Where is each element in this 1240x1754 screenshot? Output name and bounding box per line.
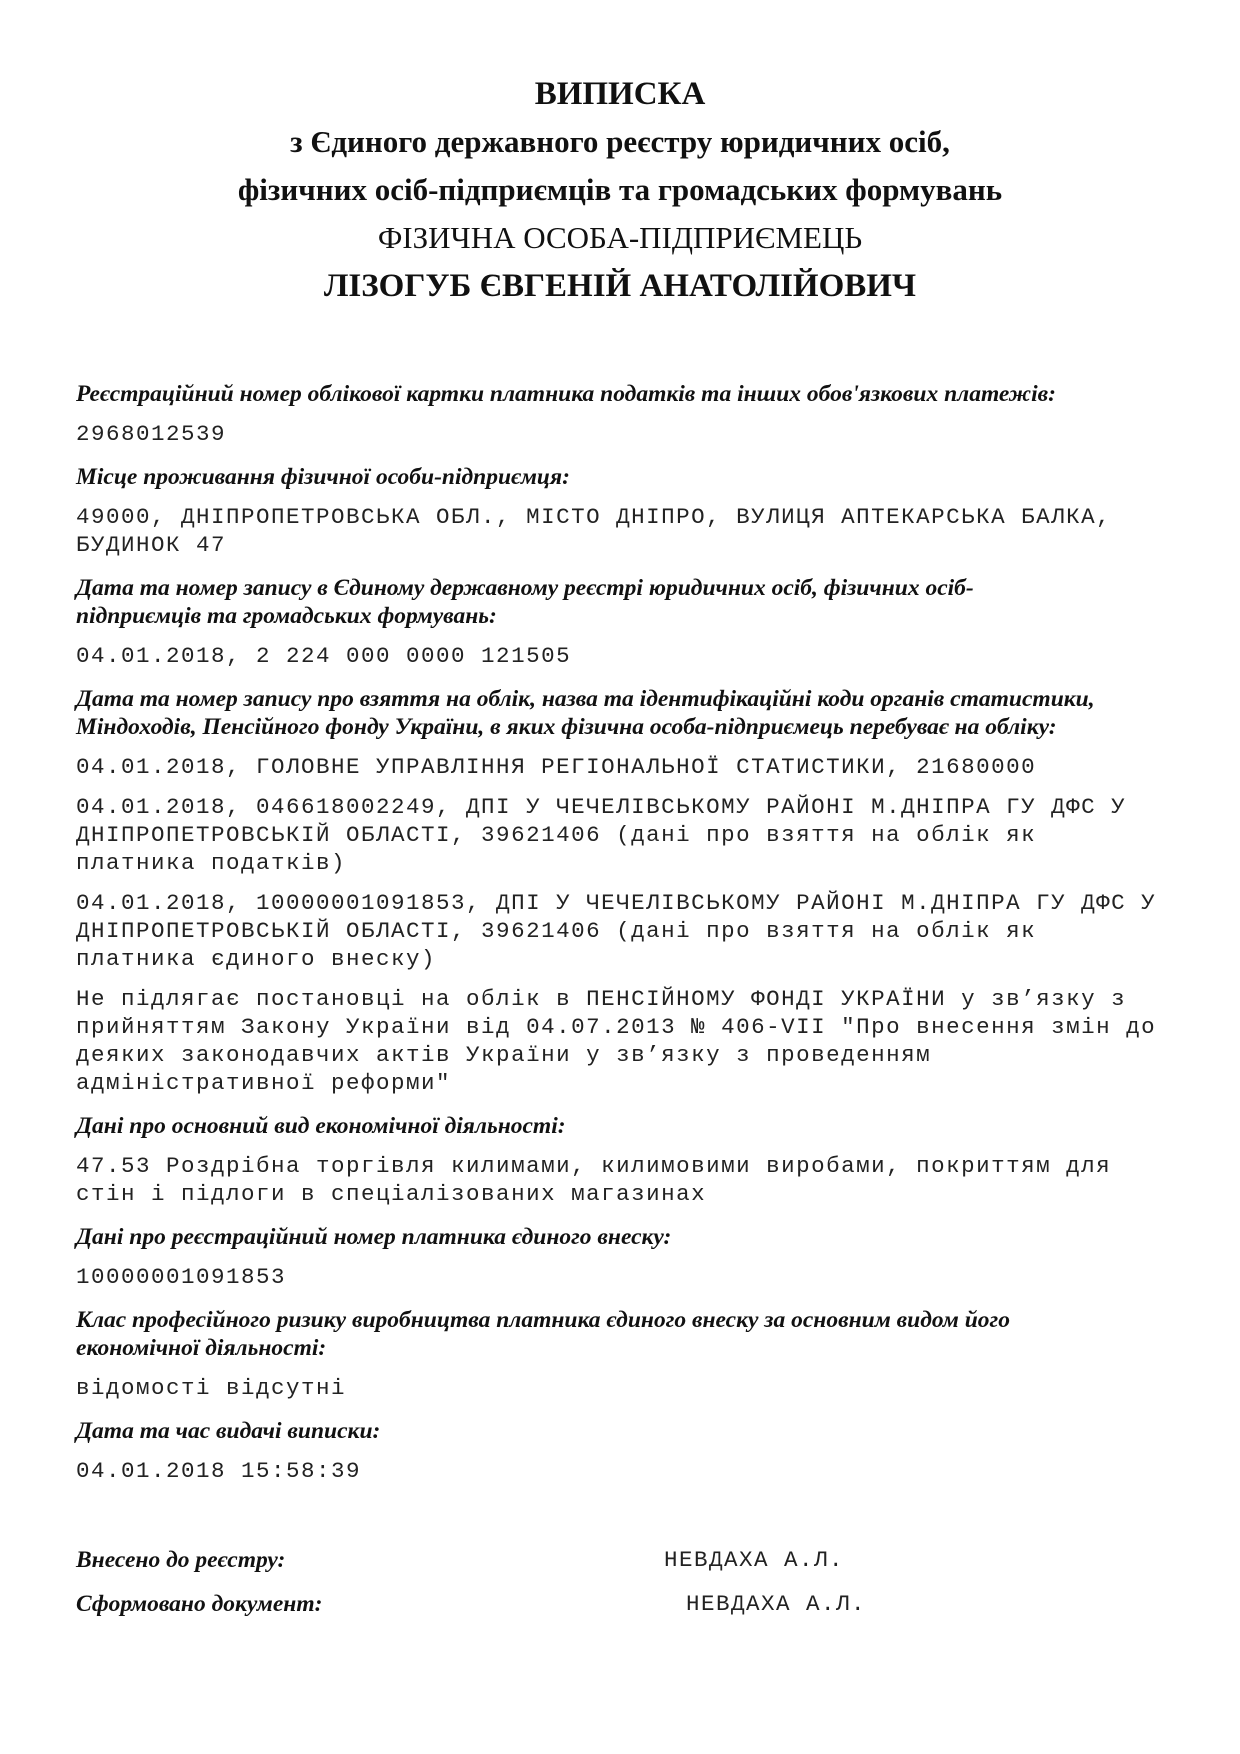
registry-record-value: 04.01.2018, 2 224 000 0000 121505 xyxy=(76,643,572,669)
formed-label: Сформовано документ: xyxy=(76,1591,323,1617)
single-contribution-label: Дані про реєстраційний номер платника єдиного внеску: xyxy=(76,1224,672,1250)
residence-value: 49000, ДНІПРОПЕТРОВСЬКА ОБЛ., МІСТО ДНІПРО, ВУЛИЦЯ АПТЕКАРСЬКА БАЛКА, БУДИНОК 47 xyxy=(76,504,1112,558)
registration-statistics-value: 04.01.2018, ГОЛОВНЕ УПРАВЛІННЯ РЕГІОНАЛЬНОЇ СТАТИСТИКИ, 21680000 xyxy=(76,754,1037,780)
registration-bodies-label: Дата та номер запису про взяття на облік, назва та ідентифікаційні коди органів статистики, Міндоходів, Пенсійного фонду України, в яких фізична особа-підприємець перебуває на обліку: xyxy=(76,686,1095,740)
risk-class-value: відомості відсутні xyxy=(76,1375,347,1401)
issue-datetime-value: 04.01.2018 15:58:39 xyxy=(76,1458,362,1484)
tax-number-label: Реєстраційний номер облікової картки платника податків та інших обов'язкових платежів: xyxy=(76,381,1057,407)
document-subtitle-line2: фізичних осіб-підприємців та громадських формувань xyxy=(237,172,1003,207)
document-body xyxy=(76,380,1176,1485)
registration-pension-value: Не підлягає постановці на облік в ПЕНСІЙНОМУ ФОНДІ УКРАЇНИ у зв’язку з прийняттям Закону України від 04.07.2013 № 406-VII "Про внесення змін до деяких законодавчих актів України у зв’язку з проведенням адміністративної реформи" xyxy=(76,986,1157,1096)
main-activity-label: Дані про основний вид економічної діяльності: xyxy=(76,1113,566,1139)
document-subtitle-line1: з Єдиного державного реєстру юридичних осіб, xyxy=(290,124,950,159)
risk-class-label: Клас професійного ризику виробництва платника єдиного внеску за основним видом його економічної діяльності: xyxy=(76,1307,1010,1361)
entity-type: ФІЗИЧНА ОСОБА-ПІДПРИЄМЕЦЬ xyxy=(377,220,863,255)
residence-label: Місце проживання фізичної особи-підприємця: xyxy=(76,464,570,490)
document-title: ВИПИСКА xyxy=(534,76,706,112)
signature-entered-row xyxy=(76,1546,1176,1576)
registry-record-label: Дата та номер запису в Єдиному державному реєстрі юридичних осіб, фізичних осіб- підприємців та громадських формувань: xyxy=(76,575,974,629)
tax-number-value: 2968012539 xyxy=(76,421,227,447)
document-header xyxy=(0,70,1240,310)
person-name: ЛІЗОГУБ ЄВГЕНІЙ АНАТОЛІЙОВИЧ xyxy=(323,268,917,304)
entered-name: НЕВДАХА А.Л. xyxy=(664,1547,845,1573)
single-contribution-value: 10000001091853 xyxy=(76,1264,287,1290)
entered-label: Внесено до реєстру: xyxy=(76,1547,286,1573)
registration-tax-value: 04.01.2018, 046618002249, ДПІ У ЧЕЧЕЛІВСЬКОМУ РАЙОНІ М.ДНІПРА ГУ ДФС У ДНІПРОПЕТРОВСЬКІЙ ОБЛАСТІ, 39621406 (дані про взяття на облік як платника податків) xyxy=(76,794,1127,876)
formed-name: НЕВДАХА А.Л. xyxy=(686,1591,867,1617)
signature-formed-row xyxy=(76,1590,1176,1620)
issue-datetime-label: Дата та час видачі виписки: xyxy=(76,1418,381,1444)
registration-contribution-value: 04.01.2018, 10000001091853, ДПІ У ЧЕЧЕЛІВСЬКОМУ РАЙОНІ М.ДНІПРА ГУ ДФС У ДНІПРОПЕТРОВСЬКІЙ ОБЛАСТІ, 39621406 (дані про взяття на облік як платника єдиного внеску) xyxy=(76,890,1157,972)
main-activity-value: 47.53 Роздрібна торгівля килимами, килимовими виробами, покриттям для стін і підлоги в спеціалізованих магазинах xyxy=(76,1153,1112,1207)
